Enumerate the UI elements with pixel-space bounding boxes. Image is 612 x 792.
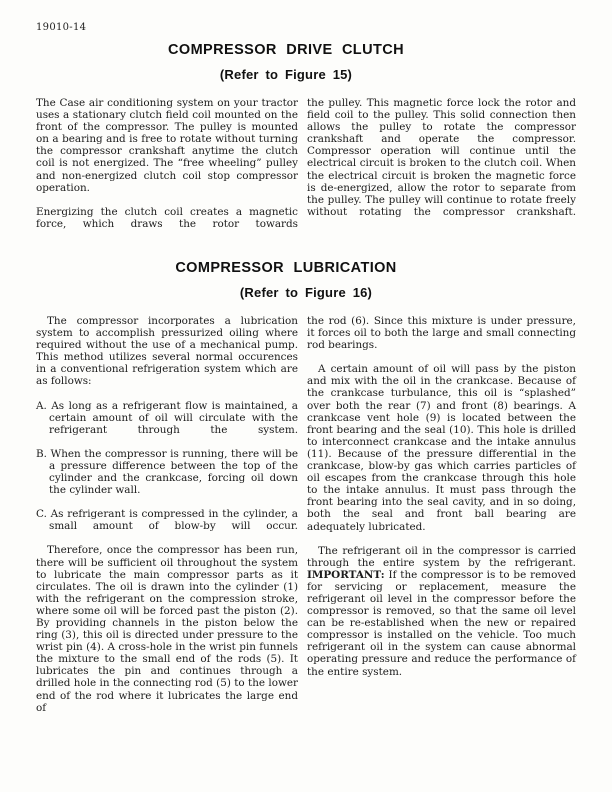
section-subtitle: (Refer to Figure 15) — [219, 67, 353, 82]
section-compressor-lubrication — [36, 260, 576, 726]
section-subtitle: (Refer to Figure 16) — [239, 285, 373, 300]
paragraph: Therefore, once the compressor has been run, there will be sufficient oil throughout the system to lubricate the main compressor parts as it circulates. The oil is drawn into the cylinder (1) with the refrigerant on the compression stroke, where some oil will be forced past the piston (2). By providing channels in the piston below the ring (3), this oil is directed under pressure to the wrist pin (4). A cross-hole in the wrist pin funnels the mixture to the small end of the rods (5). It lubricates the pin and continues through a drilled hole in the connecting rod (5) to the lower end of the rod where it lubricates the large end of — [36, 544, 298, 714]
section-title: COMPRESSOR DRIVE CLUTCH — [168, 42, 404, 58]
list-item-a: A. As long as a refrigerant flow is maintained, a certain amount of oil will circulate with the refrigerant through the system. — [36, 399, 298, 436]
list-item-b: B. When the compressor is running, there will be a pressure difference between the top of the cylinder and the crankcase, forcing oil down the cylinder wall. — [36, 447, 298, 497]
two-column-text — [36, 315, 576, 726]
important-label: IMPORTANT: — [307, 568, 385, 581]
left-column — [36, 315, 298, 726]
paragraph: The Case air conditioning system on your tractor uses a stationary clutch field coil mounted on the front of the compressor. The pulley is mounted on a bearing and is free to rotate without turning the compressor crankshaft anytime the clutch coil is not energized. The “free wheeling” pulley and non-energized clutch coil stop compressor operation. — [36, 97, 298, 194]
paragraph: Energizing the clutch coil creates a magnetic force, which draws the rotor towards — [36, 205, 298, 230]
paragraph: The compressor incorporates a lubrication system to accomplish pressurized oiling where required without the use of a mechanical pump. This method utilizes several normal occurences in a conventional refrigeration system which are as follows: — [36, 315, 298, 388]
list-item-c: C. As refrigerant is compressed in the cylinder, a small amount of blow-by will occur. — [36, 508, 298, 533]
right-column — [307, 315, 576, 726]
paragraph-text: If the compressor is to be removed for servicing or replacement, measure the refrigerant oil level in the compressor before the compressor is removed, so that the same oil level can be re-established when the new or repaired compressor is installed on the vehicle. Too much refrigerant oil in the system can cause abnormal operating pressure and reduce the performance of the entire system. — [307, 568, 576, 678]
paragraph: the rod (6). Since this mixture is under pressure, it forces oil to both the large and small connecting rod bearings. — [307, 315, 576, 352]
document-number: 19010-14 — [36, 22, 87, 33]
left-column — [36, 97, 298, 242]
paragraph: the pulley. This magnetic force lock the rotor and field coil to the pulley. This solid connection then allows the pulley to rotate the compressor crankshaft and operate the compressor. Compressor operation will continue until the electrical circuit is broken to the clutch coil. When the electrical circuit is broken the magnetic force is de-energized, allow the rotor to separate from the pulley. The pulley will continue to rotate freely without rotating the compressor crankshaft. — [307, 97, 576, 218]
paragraph-important — [307, 545, 576, 678]
two-column-text — [36, 97, 576, 242]
section-compressor-drive-clutch — [36, 42, 576, 242]
paragraph: A certain amount of oil will pass by the piston and mix with the oil in the crankcase. Because of the crankcase turbulance, this oil is “splashed” over both the rear (7) and front (8) bearings. A crankcase vent hole (9) is located between the front bearing and the seal (10). This hole is drilled to interconnect crankcase and the intake annulus (11). Because of the pressure differential in the crankcase, blow-by gas which carries particles of oil escapes from the crankcase through this hole to the intake annulus. It must pass through the front bearing into the seal cavity, and in so doing, both the seal and front ball bearing are adequately lubricated. — [307, 363, 576, 533]
right-column — [307, 97, 576, 242]
paragraph-text: The refrigerant oil in the compressor is carried through the entire system by the refrigerant. — [307, 544, 576, 569]
section-title: COMPRESSOR LUBRICATION — [175, 260, 397, 276]
